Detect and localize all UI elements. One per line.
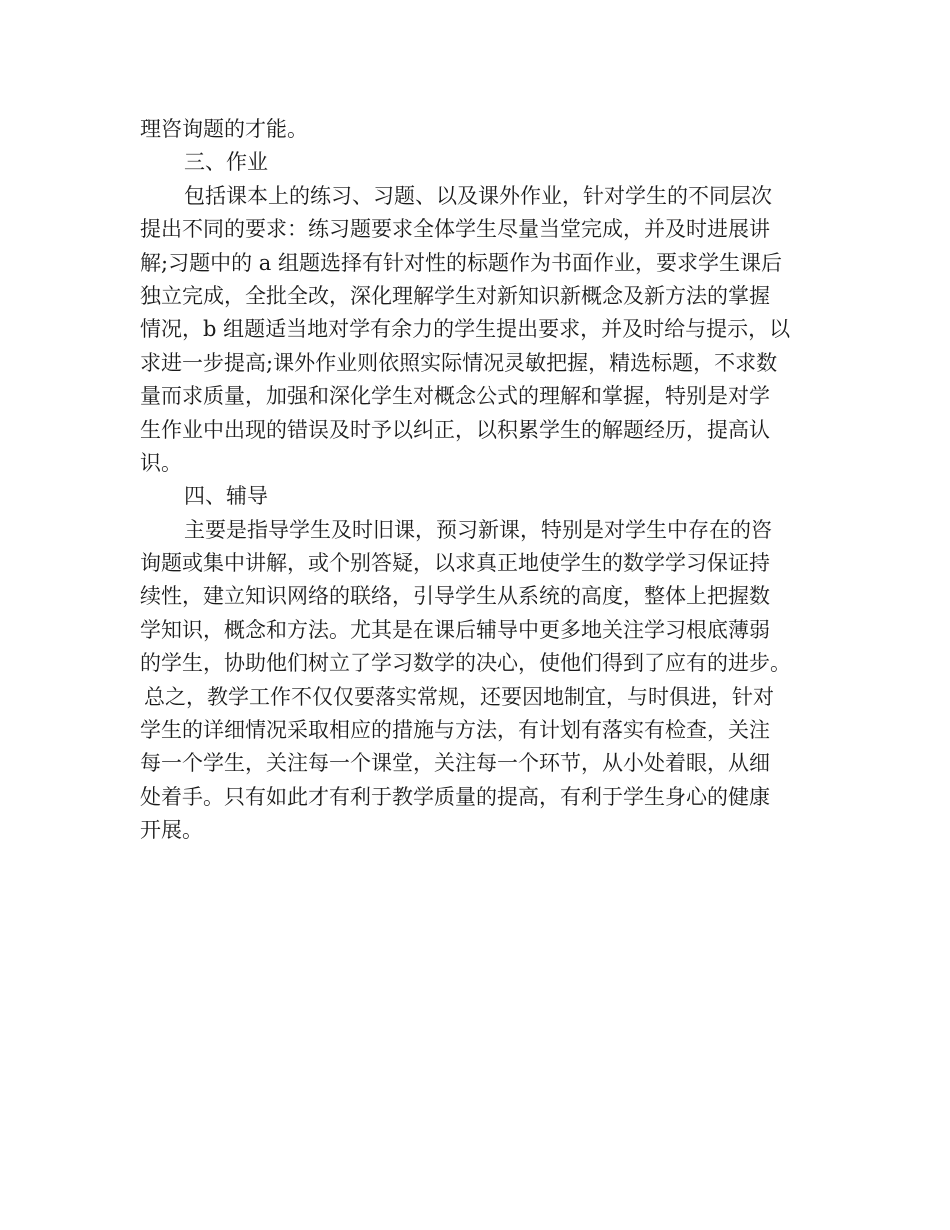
text-line: 独立完成，全批全改，深化理解学生对新知识新概念及新方法的掌握 (140, 283, 770, 308)
text-line: 解;习题中的 a 组题选择有针对性的标题作为书面作业，要求学生课后 (140, 250, 782, 275)
text-line: 续性，建立知识网络的联络，引导学生从系统的高度，整体上把握数 (140, 584, 770, 609)
document-page (140, 113, 820, 848)
text-line: 总之，教学工作不仅仅要落实常规，还要因地制宜，与时俱进，针对 (144, 684, 774, 709)
text-line: 生作业中出现的错误及时予以纠正，以积累学生的解题经历，提高认 (140, 417, 770, 442)
text-line: 开展。 (140, 818, 203, 843)
text-line: 识。 (140, 450, 182, 475)
text-line: 提出不同的要求：练习题要求全体学生尽量当堂完成，并及时进展讲 (140, 217, 770, 242)
text-line: 情况，b 组题适当地对学有余力的学生提出要求，并及时给与提示，以 (140, 317, 791, 342)
text-line: 学知识，概念和方法。尤其是在课后辅导中更多地关注学习根底薄弱 (140, 617, 770, 642)
section-heading-tutoring: 四、辅导 (184, 484, 268, 509)
text-line: 的学生，协助他们树立了学习数学的决心，使他们得到了应有的进步。 (140, 651, 791, 676)
section-heading-homework: 三、作业 (184, 150, 268, 175)
text-line: 学生的详细情况采取相应的措施与方法，有计划有落实有检查，关注 (140, 718, 770, 743)
text-line: 求进一步提高;课外作业则依照实际情况灵敏把握，精选标题，不求数 (140, 350, 778, 375)
text-line: 询题或集中讲解，或个别答疑，以求真正地使学生的数学学习保证持 (140, 551, 770, 576)
text-line: 量而求质量，加强和深化学生对概念公式的理解和掌握，特别是对学 (140, 384, 770, 409)
text-line: 包括课本上的练习、习题、以及课外作业，针对学生的不同层次 (184, 183, 772, 208)
text-line: 主要是指导学生及时旧课，预习新课，特别是对学生中存在的咨 (184, 517, 772, 542)
text-line: 理咨询题的才能。 (140, 117, 308, 141)
text-line: 处着手。只有如此才有利于教学质量的提高，有利于学生身心的健康 (140, 784, 770, 809)
text-line: 每一个学生，关注每一个课堂，关注每一个环节，从小处着眼，从细 (140, 751, 770, 776)
